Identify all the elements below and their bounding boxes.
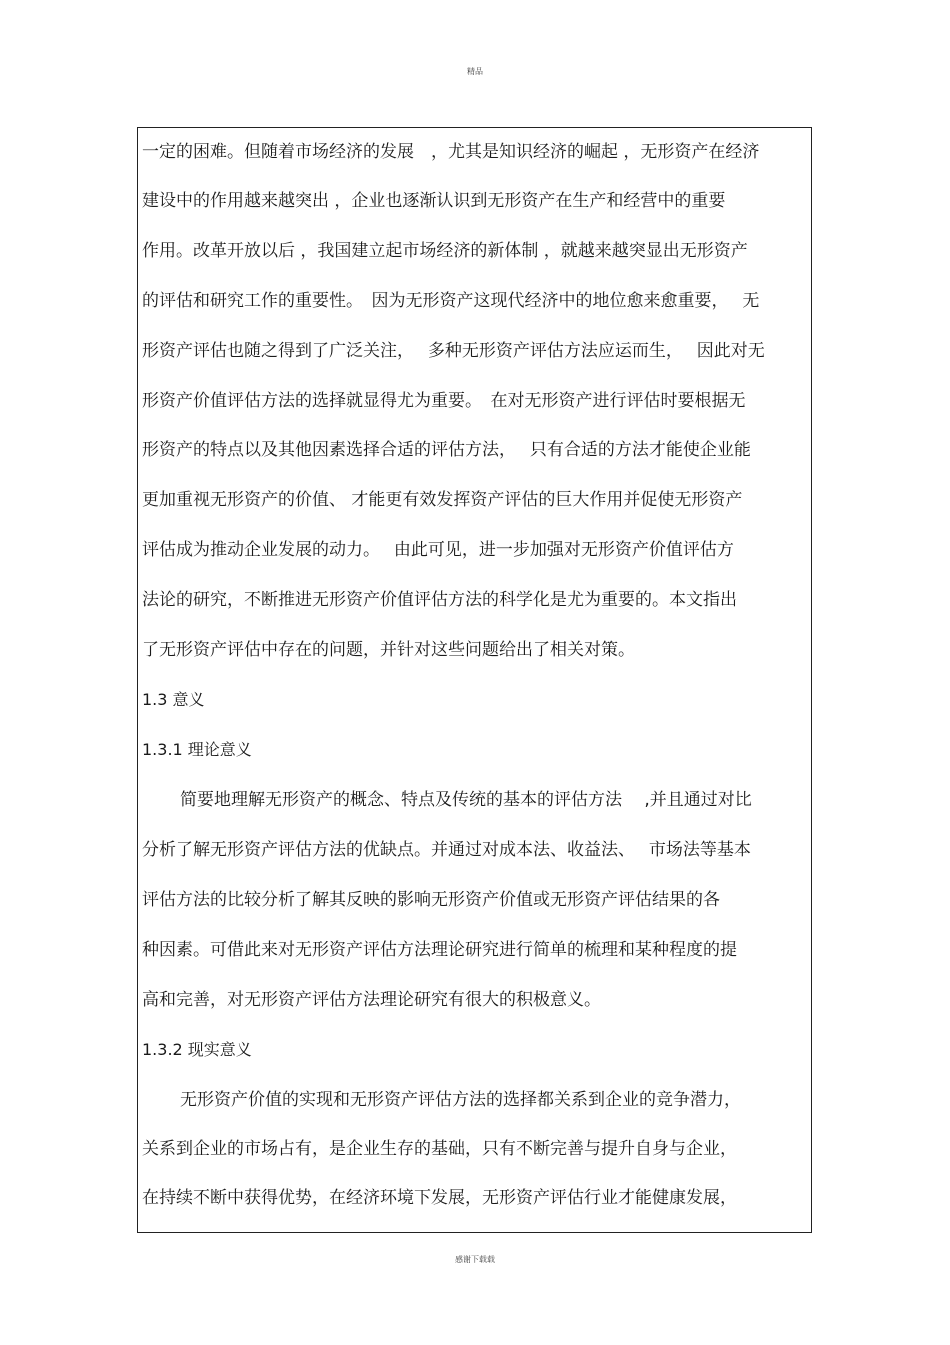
- body-line: 建设中的作用越来越突出 ，企业也逐渐认识到无形资产在生产和经营中的重要: [142, 191, 726, 211]
- section-heading-1-3-2: 1.3.2 现实意义: [142, 1040, 252, 1059]
- body-line: 简要地理解无形资产的概念、特点及传统的基本的评估方法 ,并且通过对比: [180, 790, 752, 810]
- body-line: 法论的研究，不断推进无形资产价值评估方法的科学化是尤为重要的。本文指出: [142, 590, 737, 610]
- page-footer: 感谢下载载: [455, 1255, 495, 1264]
- body-line: 种因素。可借此来对无形资产评估方法理论研究进行简单的梳理和某种程度的提: [142, 940, 737, 960]
- body-line: 关系到企业的市场占有，是企业生存的基础，只有不断完善与提升自身与企业，: [142, 1139, 737, 1159]
- body-line: 作用。改革开放以后 ，我国建立起市场经济的新体制 ，就越来越突显出无形资产: [142, 241, 748, 261]
- section-heading-1-3: 1.3 意义: [142, 690, 205, 709]
- body-line: 分析了解无形资产评估方法的优缺点。并通过对成本法、收益法、 市场法等基本: [142, 840, 751, 860]
- page-header: 精品: [467, 67, 483, 76]
- body-line: 形资产价值评估方法的选择就显得尤为重要。 在对无形资产进行评估时要根据无: [142, 391, 746, 411]
- body-line: 了无形资产评估中存在的问题，并针对这些问题给出了相关对策。: [142, 640, 635, 660]
- body-line: 评估成为推动企业发展的动力。 由此可见，进一步加强对无形资产价值评估方: [142, 540, 734, 560]
- body-line: 评估方法的比较分析了解其反映的影响无形资产价值或无形资产评估结果的各: [142, 890, 720, 910]
- body-line: 无形资产价值的实现和无形资产评估方法的选择都关系到企业的竞争潜力，: [180, 1090, 741, 1110]
- section-heading-1-3-1: 1.3.1 理论意义: [142, 740, 252, 759]
- body-line: 的评估和研究工作的重要性。 因为无形资产这现代经济中的地位愈来愈重要， 无: [142, 291, 760, 311]
- body-line: 在持续不断中获得优势，在经济环境下发展，无形资产评估行业才能健康发展，: [142, 1188, 737, 1208]
- body-line: 高和完善，对无形资产评估方法理论研究有很大的积极意义。: [142, 990, 601, 1010]
- body-line: 更加重视无形资产的价值、 才能更有效发挥资产评估的巨大作用并促使无形资产: [142, 490, 743, 510]
- body-line: 形资产的特点以及其他因素选择合适的评估方法， 只有合适的方法才能使企业能: [142, 440, 751, 460]
- body-line: 一定的困难。但随着市场经济的发展 ，尤其是知识经济的崛起 ，无形资产在经济: [142, 142, 760, 162]
- body-line: 形资产评估也随之得到了广泛关注， 多种无形资产评估方法应运而生， 因此对无: [142, 341, 765, 361]
